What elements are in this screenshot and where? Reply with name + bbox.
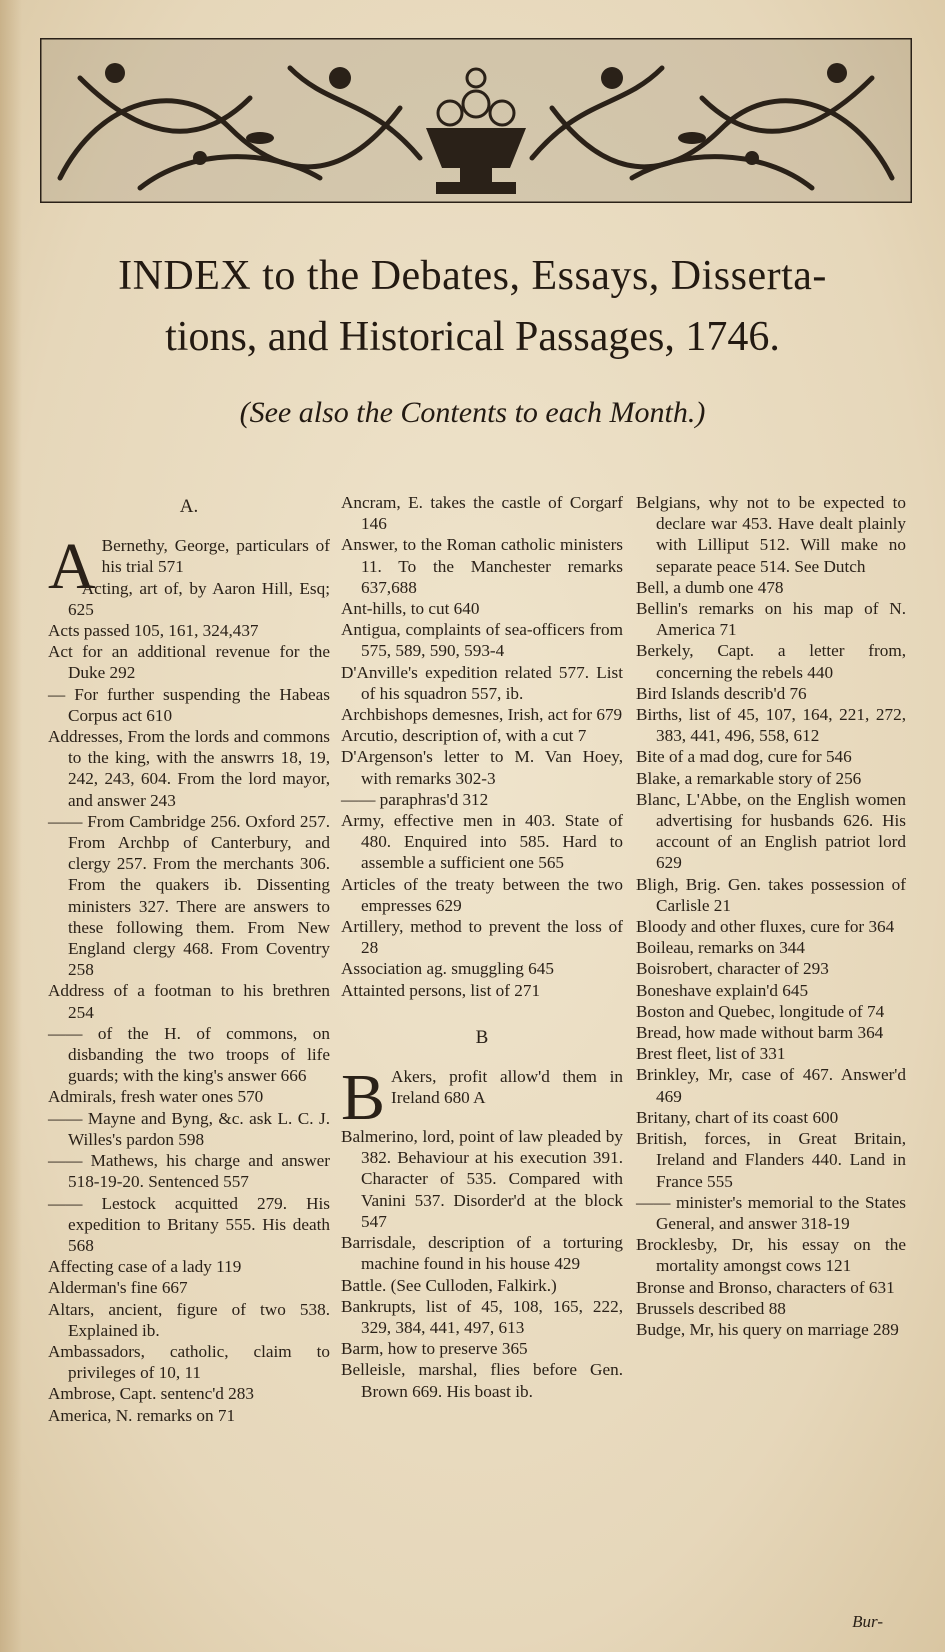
index-entry: Address of a footman to his brethren 254 (48, 981, 330, 1022)
index-entry: Boneshave explain'd 645 (636, 980, 809, 1000)
index-entry: Army, effective men in 403. State of 480. Enquired into 585. Hard to assemble a sufficient one 565 (341, 811, 623, 873)
index-entry: Belleisle, marshal, flies before Gen. Brown 669. His boast ib. (341, 1360, 623, 1401)
index-entry: Barm, how to preserve 365 (341, 1339, 528, 1359)
index-entry: Bligh, Brig. Gen. takes possession of Carlisle 21 (636, 874, 906, 915)
index-entry: —— Mayne and Byng, &c. ask L. C. J. Willes's pardon 598 (48, 1108, 330, 1149)
index-entry: Acts passed 105, 161, 324,437 (48, 621, 259, 641)
index-column-1 (48, 492, 330, 1426)
index-entry: D'Argenson's letter to M. Van Hoey, with remarks 302-3 (341, 747, 623, 788)
binding-shadow (0, 0, 22, 1652)
index-entry: —— Mathews, his charge and answer 518-19-20. Sentenced 557 (48, 1151, 330, 1192)
index-column-3 (636, 492, 906, 1340)
index-entry: Association ag. smuggling 645 (341, 959, 554, 979)
index-entry: Addresses, From the lords and commons to the king, with the answrrs 18, 19, 242, 243, 604. From the lord mayor, and answer 243 (48, 727, 330, 810)
index-entry: Articles of the treaty between the two empresses 629 (341, 874, 623, 915)
drop-cap-b: B (341, 1061, 386, 1135)
index-entry: Blake, a remarkable story of 256 (636, 768, 862, 788)
index-entry: Brinkley, Mr, case of 467. Answer'd 469 (636, 1065, 906, 1106)
index-entry: Act for an additional revenue for the Duke 292 (48, 642, 330, 683)
index-entry: Answer, to the Roman catholic ministers 11. To the Manchester remarks 637,688 (341, 535, 623, 597)
index-entry: Attainted persons, list of 271 (341, 980, 541, 1000)
index-entry: D'Anville's expedition related 577. List of his squadron 557, ib. (341, 662, 623, 703)
index-entry: Boston and Quebec, longitude of 74 (636, 1001, 885, 1021)
index-entry: Archbishops demesnes, Irish, act for 679 (341, 705, 623, 725)
index-entry: Alderman's fine 667 (48, 1278, 188, 1298)
index-entry: Barrisdale, description of a torturing machine found in his house 429 (341, 1233, 623, 1274)
index-entry: —— Lestock acquitted 279. His expedition to Britany 555. His death 568 (48, 1193, 330, 1255)
index-subtitle: (See also the Contents to each Month.) (239, 396, 706, 429)
index-entry: Ambassadors, catholic, claim to privileges of 10, 11 (48, 1341, 330, 1383)
index-entry: Arcutio, description of, with a cut 7 (341, 726, 587, 746)
index-entry: Brest fleet, list of 331 (636, 1044, 786, 1064)
drop-cap-a: A (48, 530, 96, 604)
index-entry: Bloody and other fluxes, cure for 364 (636, 917, 895, 937)
index-entry: Ancram, E. takes the castle of Corgarf 146 (341, 493, 623, 534)
index-entry: Acting, art of, by Aaron Hill, Esq; 625 (68, 578, 330, 619)
index-entry: Blanc, L'Abbe, on the English women advertising for husbands 626. His account of an English patriot lord 629 (636, 789, 906, 873)
index-entry: —— paraphras'd 312 (341, 789, 489, 809)
floral-headpiece-ornament (40, 38, 912, 203)
index-entry: Births, list of 45, 107, 164, 221, 272, 383, 441, 496, 558, 612 (636, 705, 906, 746)
index-entry: Bird Islands describ'd 76 (636, 683, 807, 703)
index-title-line-1: INDEX to the Debates, Essays, Disserta- (118, 253, 827, 299)
index-entry: Bread, how made without barm 364 (636, 1023, 884, 1043)
index-entry: Bell, a dumb one 478 (636, 577, 784, 597)
index-entry: Berkely, Capt. a letter from, concerning the rebels 440 (636, 641, 906, 682)
index-column-2 (341, 492, 623, 1402)
catchword: Bur- (852, 1612, 883, 1631)
index-entry: Bronse and Bronso, characters of 631 (636, 1277, 895, 1297)
index-entry: Bankrupts, list of 45, 108, 165, 222, 329, 384, 441, 497, 613 (341, 1296, 623, 1337)
index-entry: Budge, Mr, his query on marriage 289 (636, 1319, 899, 1339)
section-letter-b: B (475, 1026, 489, 1048)
index-entry: Boisrobert, character of 293 (636, 959, 829, 979)
index-entry: Brocklesby, Dr, his essay on the mortality amongst cows 121 (636, 1235, 906, 1276)
index-entry: Bite of a mad dog, cure for 546 (636, 747, 852, 767)
index-entry: Ant-hills, to cut 640 (341, 599, 480, 619)
index-entry: Admirals, fresh water ones 570 (48, 1087, 264, 1107)
index-entry: Antigua, complaints of sea-officers from 575, 589, 590, 593-4 (341, 620, 623, 661)
index-entry: —— From Cambridge 256. Oxford 257. From Archbp of Canterbury, and clergy 257. From the merchants 306. From the quakers ib. Dissenting ministers 327. There are answers to these following them. From New England clergy 468. From Coventry 258 (48, 811, 330, 980)
index-entry: — For further suspending the Habeas Corpus act 610 (48, 684, 330, 725)
index-entry: America, N. remarks on 71 (48, 1405, 236, 1425)
index-entry: British, forces, in Great Britain, Ireland and Flanders 440. Land in France 555 (636, 1129, 906, 1191)
section-letter-a: A. (179, 496, 199, 517)
index-entry: Affecting case of a lady 119 (48, 1257, 242, 1277)
index-title-line-2: tions, and Historical Passages, 1746. (165, 314, 780, 360)
index-entry: Brussels described 88 (636, 1298, 786, 1318)
index-entry: Boileau, remarks on 344 (636, 938, 805, 958)
index-entry: —— minister's memorial to the States General, and answer 318-19 (636, 1192, 906, 1233)
index-entry: Altars, ancient, figure of two 538. Explained ib. (48, 1299, 330, 1340)
index-entry: Battle. (See Culloden, Falkirk.) (341, 1275, 557, 1295)
index-entry: Belgians, why not to be expected to declare war 453. Have dealt plainly with Lilliput 512. Will make no separate peace 514. See Dutch (636, 493, 906, 576)
index-entry: Ambrose, Capt. sentenc'd 283 (48, 1384, 254, 1404)
index-entry: A Bernethy, George, particulars of his trial 571 (48, 530, 330, 604)
index-entry: —— of the H. of commons, on disbanding the two troops of life guards; with the king's answer 666 (48, 1023, 330, 1086)
index-entry: Balmerino, lord, point of law pleaded by 382. Behaviour at his execution 391. Character of 535. Compared with Vanini 537. Disorder'd at the block 547 (341, 1127, 623, 1231)
index-entry: Bellin's remarks on his map of N. America 71 (636, 599, 906, 640)
index-entry: Britany, chart of its coast 600 (636, 1107, 839, 1127)
index-entry: B Akers, profit allow'd them in Ireland 680 A (341, 1061, 623, 1135)
index-entry: Artillery, method to prevent the loss of 28 (341, 917, 623, 958)
